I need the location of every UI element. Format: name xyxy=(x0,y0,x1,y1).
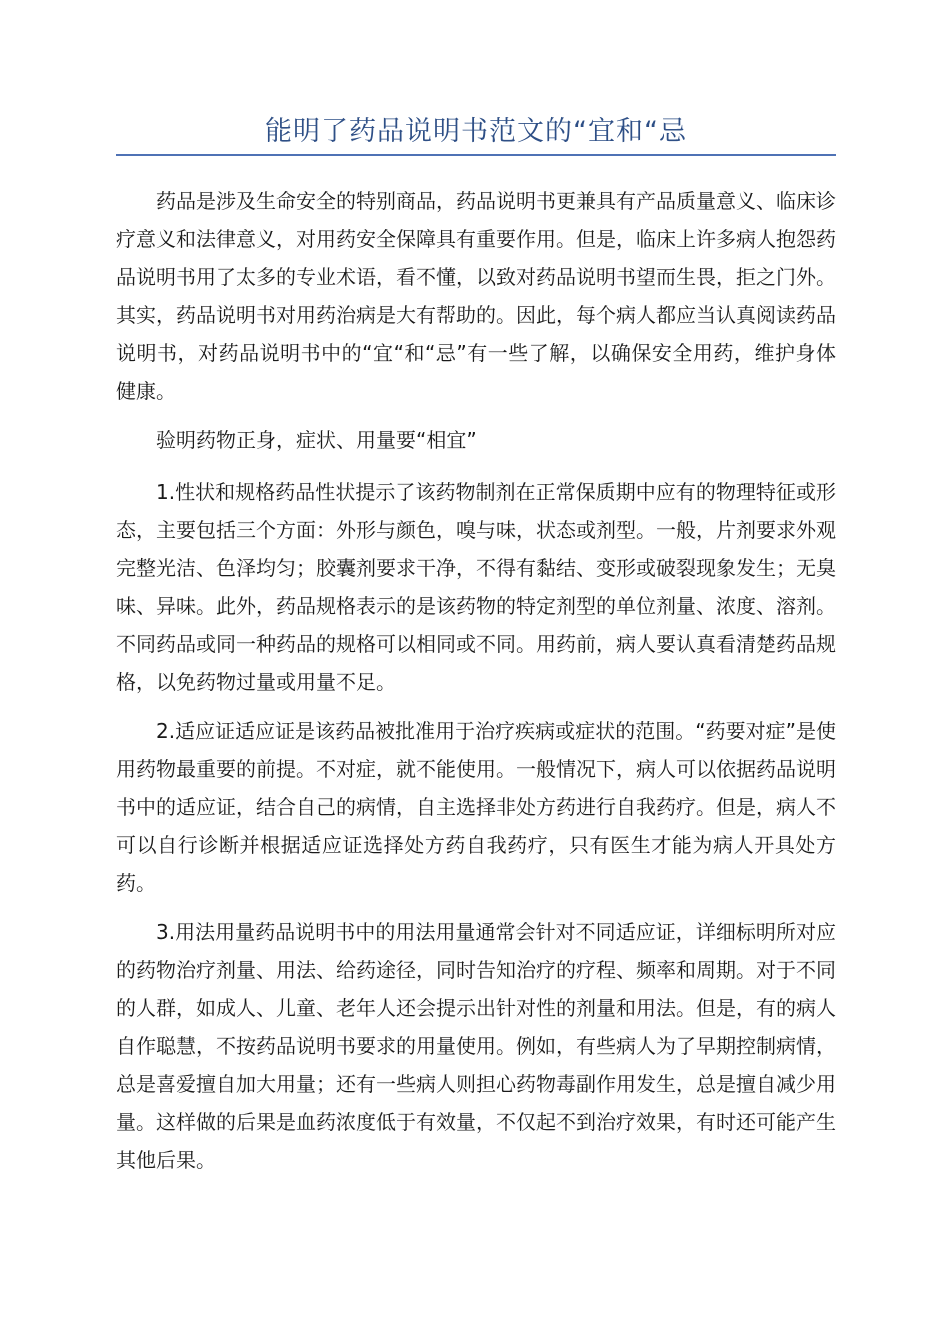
intro-paragraph: 药品是涉及生命安全的特别商品，药品说明书更兼具有产品质量意义、临床诊疗意义和法律意义，对用药安全保障具有重要作用。但是，临床上许多病人抱怨药品说明书用了太多的专业术语，看不懂，以致对药品说明书望而生畏，拒之门外。其实，药品说明书对用药治病是大有帮助的。因此，每个病人都应当认真阅读药品说明书，对药品说明书中的“宜“和“忌”有一些了解，以确保安全用药，维护身体健康。 xyxy=(116,189,836,403)
document-page xyxy=(116,110,836,1190)
document-title: 能明了药品说明书范文的“宜和“忌 xyxy=(265,116,687,147)
item-2-paragraph: 2.适应证适应证是该药品被批准用于治疗疾病或症状的范围。“药要对症”是使用药物最重要的前提。不对症，就不能使用。一般情况下，病人可以依据药品说明书中的适应证，结合自己的病情，自主选择非处方药进行自我药疗。但是，病人不可以自行诊断并根据适应证选择处方药自我药疗，只有医生才能为病人开具处方药。 xyxy=(116,719,836,895)
item-3-paragraph: 3.用法用量药品说明书中的用法用量通常会针对不同适应证，详细标明所对应的药物治疗剂量、用法、给药途径，同时告知治疗的疗程、频率和周期。对于不同的人群，如成人、儿童、老年人还会提示出针对性的剂量和用法。但是，有的病人自作聪慧，不按药品说明书要求的用量使用。例如，有些病人为了早期控制病情，总是喜爱擅自加大用量；还有一些病人则担心药物毒副作用发生，总是擅自减少用量。这样做的后果是血药浓度低于有效量，不仅起不到治疗效果，有时还可能产生其他后果。 xyxy=(116,920,836,1172)
section-heading: 验明药物正身，症状、用量要“相宜” xyxy=(156,428,477,452)
item-1-paragraph: 1.性状和规格药品性状提示了该药物制剂在正常保质期中应有的物理特征或形态，主要包括三个方面：外形与颜色，嗅与味，状态或剂型。一般，片剂要求外观完整光洁、色泽均匀；胶囊剂要求干净，不得有黏结、变形或破裂现象发生；无臭味、异味。此外，药品规格表示的是该药物的特定剂型的单位剂量、浓度、溶剂。不同药品或同一种药品的规格可以相同或不同。用药前，病人要认真看清楚药品规格，以免药物过量或用量不足。 xyxy=(116,480,836,694)
title-underline xyxy=(116,154,836,156)
